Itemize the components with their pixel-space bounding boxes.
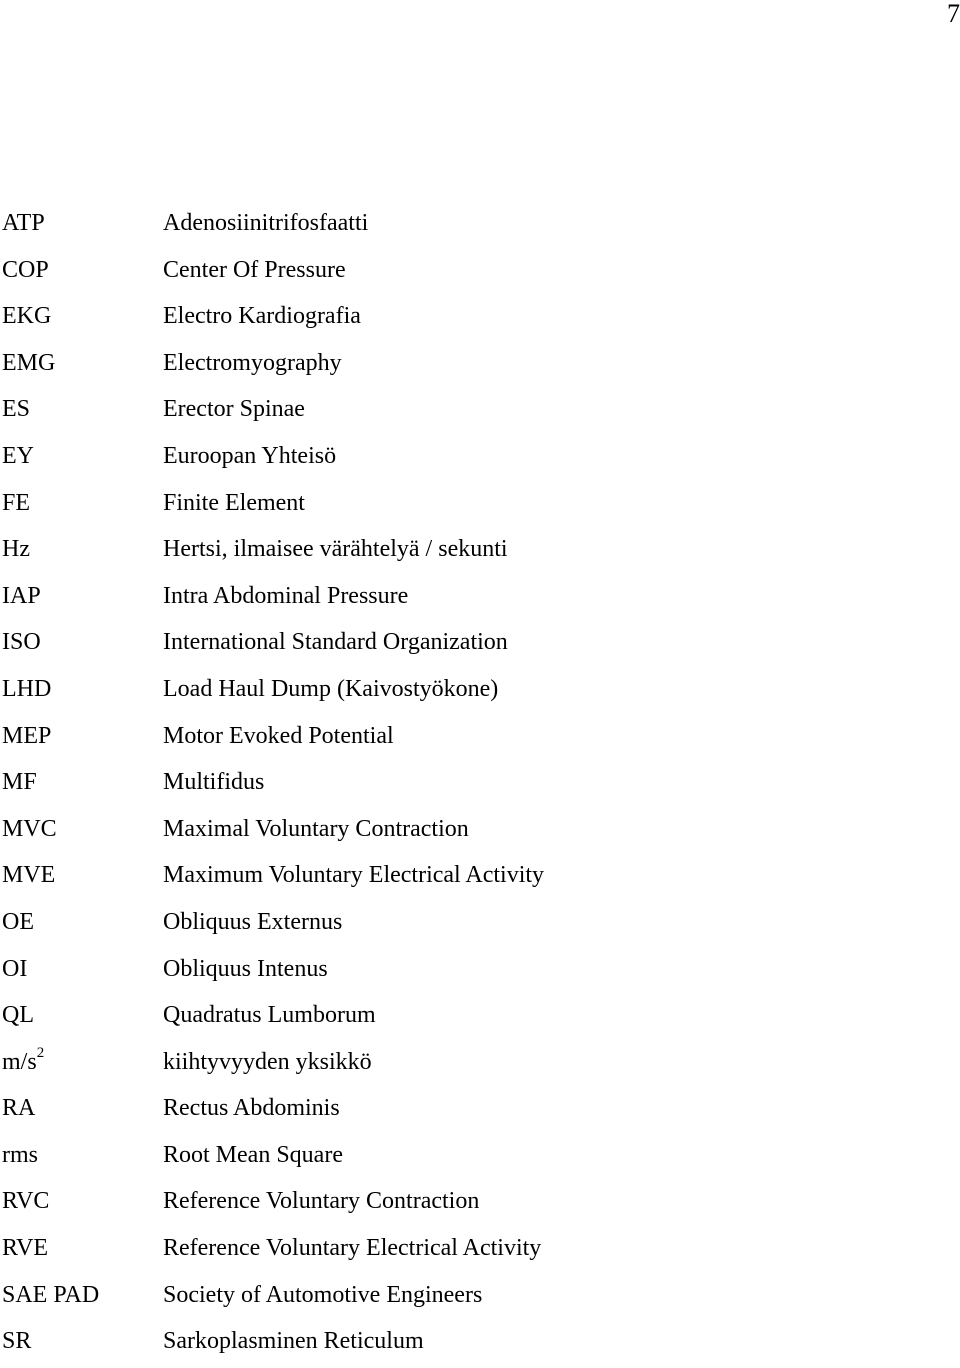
abbreviation-term-text: EMG bbox=[2, 349, 56, 376]
abbreviation-term bbox=[2, 669, 51, 709]
abbreviation-definition: Sarkoplasminen Reticulum bbox=[163, 1328, 424, 1355]
abbreviation-row bbox=[0, 483, 960, 530]
abbreviation-definition: Intra Abdominal Pressure bbox=[163, 582, 409, 609]
abbreviation-term-text: EKG bbox=[2, 303, 52, 330]
abbreviation-row bbox=[0, 436, 960, 483]
abbreviation-definition: kiihtyvyyden yksikkö bbox=[163, 1048, 372, 1075]
abbreviation-term bbox=[2, 1321, 31, 1361]
abbreviation-row bbox=[0, 716, 960, 763]
abbreviation-term bbox=[2, 622, 41, 662]
abbreviation-term-text: RVC bbox=[2, 1188, 50, 1215]
abbreviation-term bbox=[2, 389, 30, 429]
abbreviation-term-superscript: 2 bbox=[36, 1044, 45, 1061]
abbreviation-term-text: MF bbox=[2, 769, 37, 796]
abbreviation-row bbox=[0, 343, 960, 390]
abbreviation-row bbox=[0, 1135, 960, 1182]
abbreviation-term bbox=[2, 716, 51, 756]
abbreviation-term bbox=[2, 1181, 49, 1221]
abbreviation-row bbox=[0, 995, 960, 1042]
abbreviation-row bbox=[0, 529, 960, 576]
abbreviation-term-text: ATP bbox=[2, 210, 45, 236]
abbreviation-term-text: SAE PAD bbox=[2, 1281, 100, 1308]
abbreviation-definition: Quadratus Lumborum bbox=[163, 1002, 376, 1029]
abbreviation-term-text: EY bbox=[2, 442, 34, 469]
abbreviation-row bbox=[0, 809, 960, 856]
abbreviation-term-text: LHD bbox=[2, 675, 52, 702]
abbreviation-row bbox=[0, 1181, 960, 1228]
abbreviation-row bbox=[0, 855, 960, 902]
abbreviation-definition: Euroopan Yhteisö bbox=[163, 442, 337, 469]
abbreviation-definition: Electromyography bbox=[163, 349, 342, 376]
abbreviation-term bbox=[2, 995, 34, 1035]
abbreviation-row bbox=[0, 1321, 960, 1368]
abbreviation-term bbox=[2, 296, 51, 336]
abbreviation-definition: Center Of Pressure bbox=[163, 256, 346, 283]
abbreviation-term bbox=[2, 250, 49, 290]
abbreviation-definition: Motor Evoked Potential bbox=[163, 722, 394, 749]
abbreviation-term-text: MEP bbox=[2, 722, 52, 749]
abbreviation-term-text: ES bbox=[2, 396, 31, 423]
abbreviation-term-text: COP bbox=[2, 256, 49, 283]
abbreviation-term bbox=[2, 902, 34, 942]
abbreviation-list bbox=[0, 203, 960, 1368]
abbreviation-term bbox=[2, 1228, 48, 1268]
abbreviation-term-text: QL bbox=[2, 1002, 34, 1029]
abbreviation-term bbox=[2, 483, 30, 523]
abbreviation-definition: Maximum Voluntary Electrical Activity bbox=[163, 862, 545, 889]
abbreviation-term bbox=[2, 809, 57, 849]
abbreviation-term-text: MVC bbox=[2, 815, 57, 842]
abbreviation-row bbox=[0, 622, 960, 669]
abbreviation-term bbox=[2, 576, 41, 616]
abbreviation-definition: Multifidus bbox=[163, 769, 265, 796]
abbreviation-term bbox=[2, 343, 55, 383]
abbreviation-definition: Obliquus Externus bbox=[163, 908, 343, 935]
abbreviation-definition: Load Haul Dump (Kaivostyökone) bbox=[163, 675, 499, 702]
abbreviation-definition: Maximal Voluntary Contraction bbox=[163, 815, 469, 842]
abbreviation-definition: Hertsi, ilmaisee värähtelyä / sekunti bbox=[163, 536, 508, 563]
abbreviation-term-text: Hz bbox=[2, 536, 30, 563]
abbreviation-term-text: IAP bbox=[2, 582, 41, 609]
abbreviation-term-text: OE bbox=[2, 908, 34, 935]
abbreviation-term-text: ISO bbox=[2, 629, 41, 656]
abbreviation-row bbox=[0, 1042, 960, 1089]
abbreviation-definition: Root Mean Square bbox=[163, 1141, 343, 1168]
abbreviation-term-text: FE bbox=[2, 489, 31, 516]
abbreviation-term bbox=[2, 1088, 35, 1128]
abbreviation-term bbox=[2, 949, 27, 989]
abbreviation-definition: International Standard Organization bbox=[163, 629, 508, 656]
abbreviation-row bbox=[0, 762, 960, 809]
abbreviation-term bbox=[2, 203, 45, 243]
abbreviation-term bbox=[2, 855, 55, 895]
abbreviation-term-text: RVE bbox=[2, 1235, 49, 1262]
abbreviation-term-text: SR bbox=[2, 1328, 32, 1355]
abbreviation-term bbox=[2, 529, 30, 569]
abbreviation-term-text: m/s bbox=[2, 1048, 37, 1075]
abbreviation-term-text: OI bbox=[2, 955, 28, 982]
abbreviation-term bbox=[2, 1275, 99, 1315]
abbreviation-definition: Reference Voluntary Contraction bbox=[163, 1188, 480, 1215]
abbreviation-definition: Rectus Abdominis bbox=[163, 1095, 340, 1122]
abbreviation-term bbox=[2, 762, 37, 802]
abbreviation-term bbox=[2, 1135, 38, 1175]
abbreviation-row bbox=[0, 203, 960, 250]
abbreviation-row bbox=[0, 389, 960, 436]
abbreviation-term-text: rms bbox=[2, 1141, 38, 1168]
page-number: 7 bbox=[947, 0, 960, 28]
abbreviation-definition: Adenosiinitrifosfaatti bbox=[163, 210, 369, 236]
abbreviation-term bbox=[2, 436, 34, 476]
abbreviation-row bbox=[0, 1228, 960, 1275]
abbreviation-row bbox=[0, 669, 960, 716]
abbreviation-row bbox=[0, 902, 960, 949]
abbreviation-definition: Society of Automotive Engineers bbox=[163, 1281, 483, 1308]
abbreviation-definition: Erector Spinae bbox=[163, 396, 305, 423]
abbreviation-term-text: RA bbox=[2, 1095, 36, 1122]
abbreviation-row bbox=[0, 1088, 960, 1135]
abbreviation-definition: Electro Kardiografia bbox=[163, 303, 361, 330]
abbreviation-row bbox=[0, 1275, 960, 1322]
abbreviation-row bbox=[0, 296, 960, 343]
abbreviation-definition: Obliquus Intenus bbox=[163, 955, 328, 982]
abbreviation-term-text: MVE bbox=[2, 862, 56, 889]
abbreviation-definition: Finite Element bbox=[163, 489, 305, 516]
abbreviation-row bbox=[0, 576, 960, 623]
abbreviation-row bbox=[0, 949, 960, 996]
abbreviation-row bbox=[0, 250, 960, 297]
abbreviation-definition: Reference Voluntary Electrical Activity bbox=[163, 1235, 542, 1262]
abbreviation-term bbox=[2, 1042, 44, 1082]
